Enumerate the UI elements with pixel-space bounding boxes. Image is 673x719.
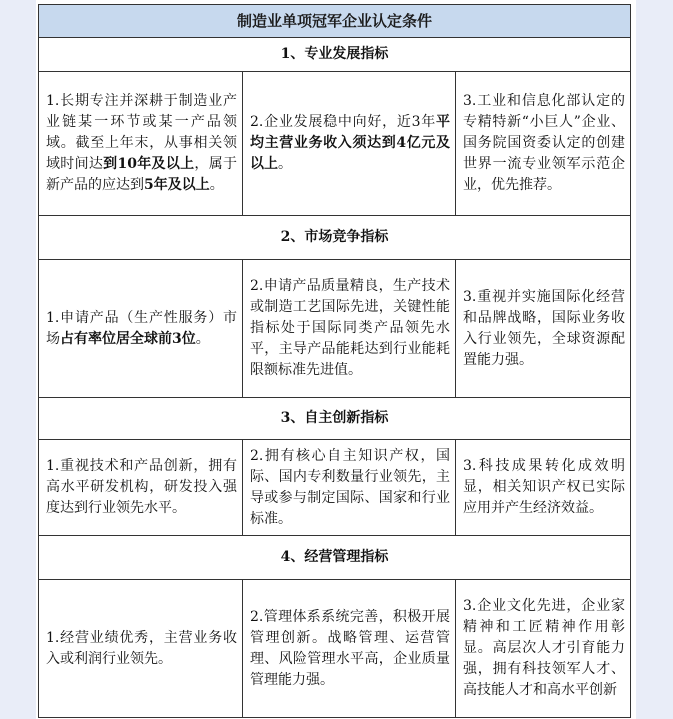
criterion-text: 3.科技成果转化成效明显，相关知识产权已实际应用并产生经济效益。 <box>463 458 626 516</box>
section-heading-management: 4、经营管理指标 <box>39 536 631 580</box>
criterion-cell <box>456 440 631 536</box>
criterion-cell <box>39 580 243 718</box>
criterion-text: 3.工业和信息化部认定的专精特新“小巨人”企业、国务院国资委认定的创建世界一流专业领军示范企业，优先推荐。 <box>463 93 626 193</box>
emphasis-text: 到10年及以上 <box>103 156 195 172</box>
criterion-text: 3.企业文化先进，企业家精神和工匠精神作用彰显。高层次人才引育能力强，拥有科技领军人才、高技能人才和高水平创新 <box>463 598 626 698</box>
section-heading-market: 2、市场竞争指标 <box>39 216 631 260</box>
criteria-table <box>38 4 631 718</box>
criterion-cell <box>243 580 456 718</box>
criterion-text: 1.重视技术和产品创新，拥有高水平研发机构，研发投入强度达到行业领先水平。 <box>46 458 237 516</box>
criterion-cell <box>39 440 243 536</box>
section-heading-innovation: 3、自主创新指标 <box>39 398 631 440</box>
criterion-cell <box>456 72 631 216</box>
emphasis-text: 平均主营业务收入须达到4亿元及以上 <box>250 114 450 172</box>
criterion-cell <box>243 72 456 216</box>
section-heading-professional: 1、专业发展指标 <box>39 38 631 72</box>
criterion-text: 。 <box>209 177 224 193</box>
criterion-text: ，属于新产品的应达到 <box>46 156 238 193</box>
criterion-cell <box>39 260 243 398</box>
criterion-cell <box>39 72 243 216</box>
criterion-text: 2.企业发展稳中向好，近3年 <box>250 114 436 130</box>
criterion-cell <box>456 260 631 398</box>
criterion-text: 。 <box>278 156 292 172</box>
criterion-cell <box>243 260 456 398</box>
criterion-text: 1.长期专注并深耕于制造业产业链某一环节或某一产品领域。截至上年末，从事相关领域时间达 <box>46 93 237 172</box>
criterion-cell <box>456 580 631 718</box>
criterion-text: 3.重视并实施国际化经营和品牌战略，国际业务收入行业领先，全球资源配置能力强。 <box>463 288 626 368</box>
criterion-text: 1.申请产品（生产性服务）市场 <box>46 309 237 347</box>
emphasis-text: 占有率位居全球前3位 <box>60 330 196 347</box>
criterion-text: 1.经营业绩优秀，主营业务收入或利润行业领先。 <box>46 629 237 667</box>
criterion-text: 2.管理体系系统完善，积极开展管理创新。战略管理、运营管理、风险管理水平高，企业质量管理能力强。 <box>250 608 450 688</box>
emphasis-text: 5年及以上 <box>144 177 210 193</box>
criterion-text: 2.申请产品质量精良，生产技术或制造工艺国际先进，关键性能指标处于国际同类产品领先水平，主导产品能耗达到行业能耗限额标准先进值。 <box>250 278 450 378</box>
criterion-text: 。 <box>195 330 210 347</box>
criterion-cell <box>243 440 456 536</box>
criterion-text: 2.拥有核心自主知识产权，国际、国内专利数量行业领先，主导或参与制定国际、国家和行业标准。 <box>250 447 450 527</box>
table-title: 制造业单项冠军企业认定条件 <box>39 5 631 38</box>
